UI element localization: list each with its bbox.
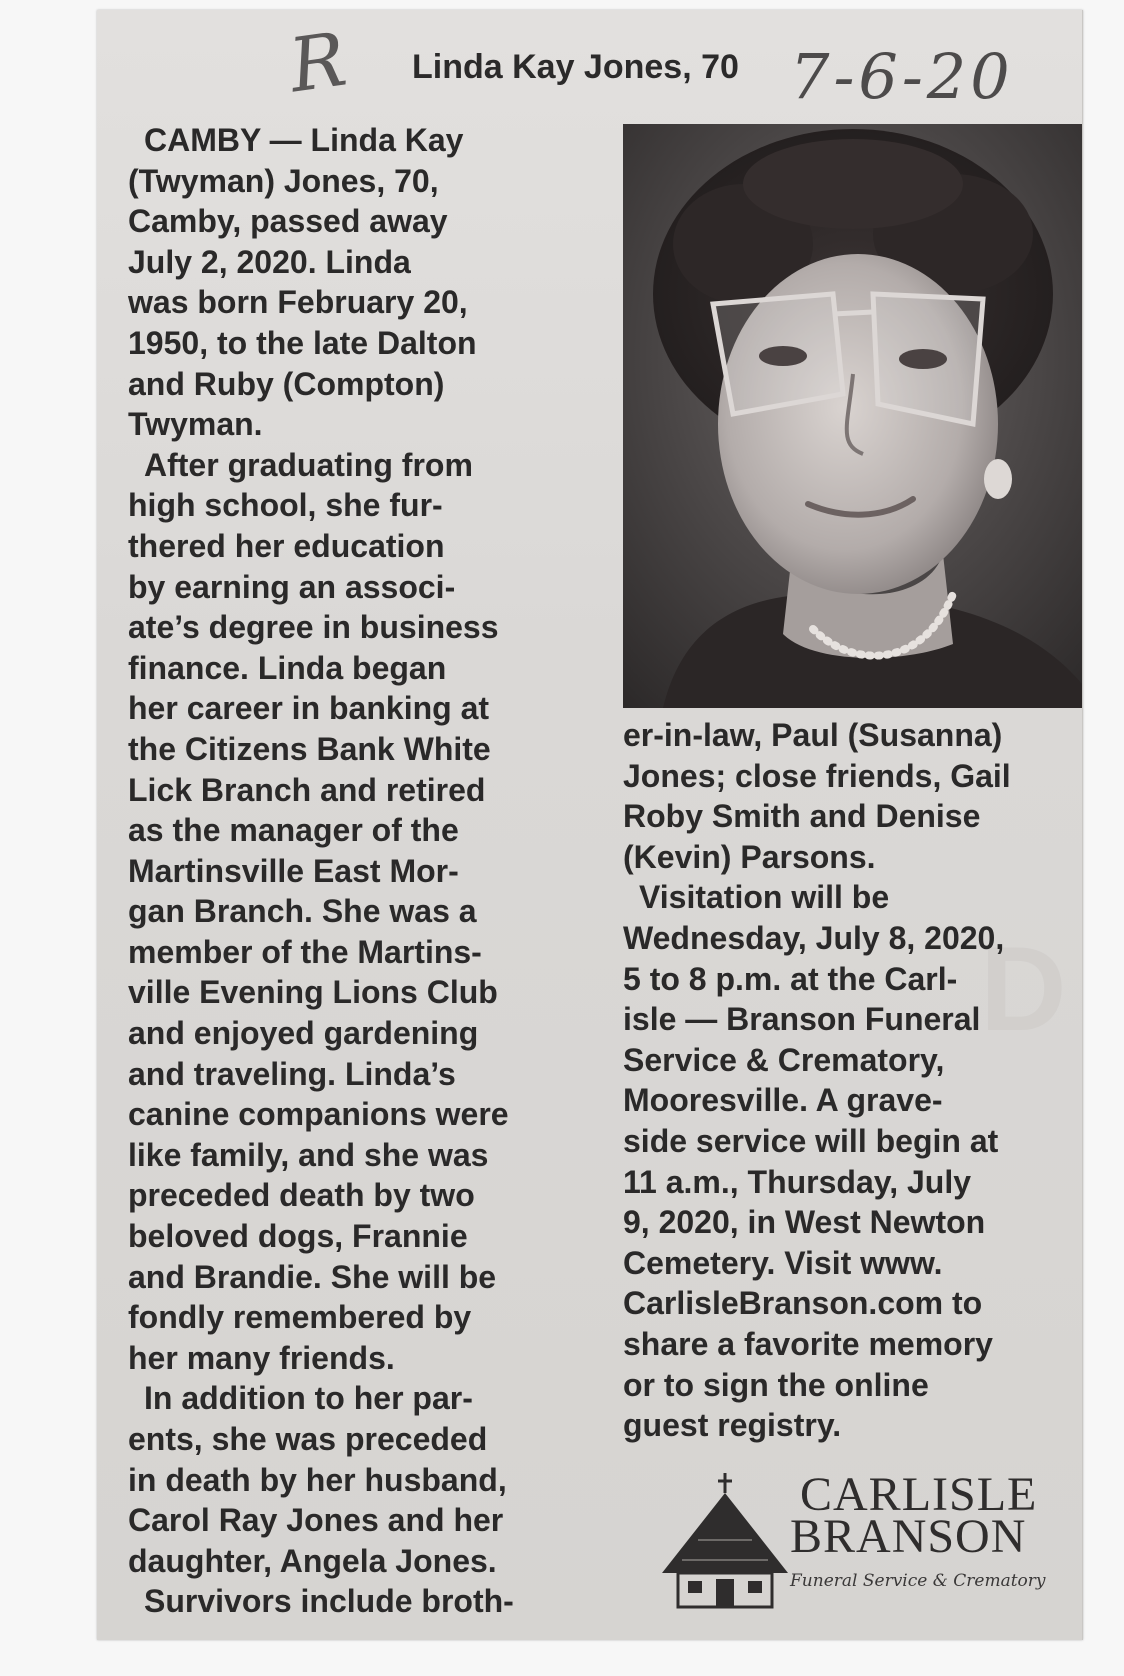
text-line: by earning an associ- (128, 568, 456, 605)
text-line: 9, 2020, in West Newton (623, 1204, 986, 1241)
text-line: like family, and she was (128, 1136, 489, 1173)
logo-line-2: BRANSON (790, 1510, 1027, 1563)
text-line: ate’s degree in business (128, 609, 499, 646)
text-line: Survivors include broth- (144, 1583, 514, 1620)
text-line: and Brandie. She will be (128, 1258, 497, 1295)
bleed-through-decoration: D (980, 922, 1067, 1056)
text-line: er-in-law, Paul (Susanna) (623, 717, 1003, 753)
text-line: Jones; close friends, Gail (623, 757, 1011, 794)
text-line: beloved dogs, Frannie (128, 1218, 468, 1255)
text-line: thered her education (128, 527, 445, 564)
text-line: isle — Branson Funeral (623, 1001, 981, 1038)
text-line: her many friends. (128, 1339, 395, 1376)
text-line: Carol Ray Jones and her (128, 1502, 504, 1539)
obituary-headline: Linda Kay Jones, 70 (412, 48, 739, 86)
text-line: guest registry. (623, 1407, 842, 1444)
text-line: Mooresville. A grave- (623, 1082, 943, 1119)
text-line: the Citizens Bank White (128, 730, 491, 767)
text-line: preceded death by two (128, 1177, 475, 1214)
text-line: Camby, passed away (128, 203, 448, 240)
text-line: Twyman. (128, 406, 263, 443)
text-line: and Ruby (Compton) (128, 365, 445, 402)
text-line: CarlisleBranson.com to (623, 1285, 983, 1322)
text-line: 11 a.m., Thursday, July (623, 1163, 971, 1200)
text-line: CAMBY — Linda Kay (144, 122, 464, 158)
logo-line-1: CARLISLE (800, 1468, 1038, 1521)
funeral-home-logo (660, 1465, 1080, 1615)
text-line: ents, she was preceded (128, 1421, 488, 1457)
text-line: Roby Smith and Denise (623, 798, 981, 835)
text-line: After graduating from (144, 446, 473, 483)
chapel-icon (660, 1465, 800, 1615)
text-line: (Kevin) Parsons. (623, 838, 876, 875)
text-line: canine companions were (128, 1096, 509, 1133)
text-line: her career in banking at (128, 690, 490, 727)
text-line: gan Branch. She was a (128, 893, 477, 930)
text-line: as the manager of the (128, 812, 459, 849)
text-line: Wednesday, July 8, 2020, (623, 919, 1005, 956)
text-line: member of the Martins- (128, 933, 482, 970)
left-text-column (128, 120, 598, 1622)
text-line: July 2, 2020. Linda (128, 243, 411, 280)
text-line: Martinsville East Mor- (128, 852, 459, 889)
text-line: Visitation will be (639, 879, 890, 916)
handwritten-date: 7-6-20 (790, 40, 1014, 113)
text-line: Cemetery. Visit www. (623, 1244, 943, 1281)
text-line: and traveling. Linda’s (128, 1055, 456, 1092)
text-line: 5 to 8 p.m. at the Carl- (623, 960, 958, 997)
text-line: side service will begin at (623, 1122, 999, 1159)
text-line: and enjoyed gardening (128, 1015, 479, 1052)
text-line: In addition to her par- (144, 1380, 473, 1417)
logo-tagline: Funeral Service & Crematory (790, 1571, 1046, 1591)
text-line: fondly remembered by (128, 1299, 472, 1336)
text-line: (Twyman) Jones, 70, (128, 162, 439, 199)
text-line: finance. Linda began (128, 649, 447, 686)
text-line: share a favorite memory (623, 1325, 993, 1362)
portrait-photo (623, 124, 1082, 708)
text-line: high school, she fur- (128, 487, 443, 524)
handwritten-mark: R (284, 16, 352, 110)
text-line: ville Evening Lions Club (128, 974, 498, 1011)
text-line: in death by her husband, (128, 1461, 507, 1498)
text-line: Lick Branch and retired (128, 771, 486, 808)
right-text-column (623, 715, 1093, 1446)
portrait-illustration (623, 124, 1082, 708)
text-line: daughter, Angela Jones. (128, 1542, 497, 1579)
text-line: or to sign the online (623, 1366, 929, 1403)
text-line: 1950, to the late Dalton (128, 324, 477, 361)
text-line: was born February 20, (128, 284, 468, 321)
text-line: Service & Crematory, (623, 1041, 945, 1078)
